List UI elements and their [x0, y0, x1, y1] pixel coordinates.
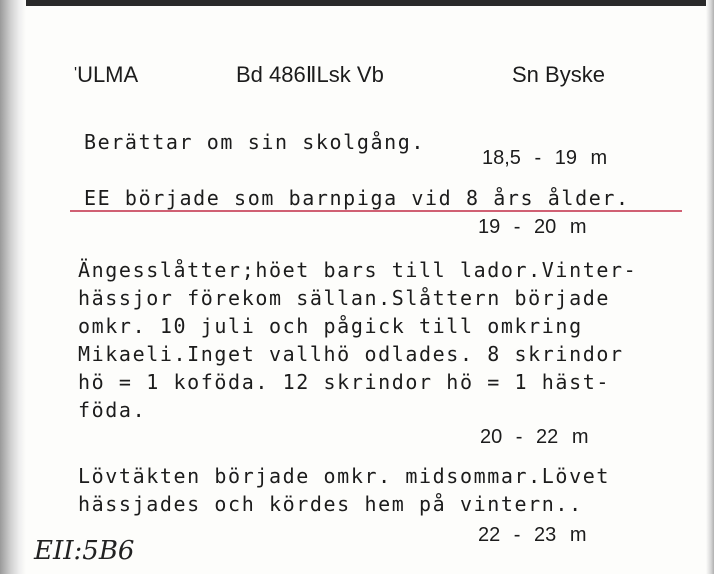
card-left-edge [0, 0, 26, 574]
entry-ref: 20 - 22 m [480, 426, 589, 448]
entry-ref: 19 - 20 m [478, 216, 587, 238]
entry-text-line: omkr. 10 juli och pågick till omkring [78, 314, 583, 338]
entry-text-line: hässjades och kördes hem på vintern.. [78, 492, 583, 516]
card-right-edge [706, 0, 714, 574]
entry-text-line: EE började som barnpiga vid 8 års ålder. [84, 186, 630, 210]
handwritten-note: EII:5B6 [34, 536, 135, 566]
red-underline [70, 210, 682, 212]
entry-text-line: Lövtäkten började omkr. midsommar.Lövet [78, 464, 610, 488]
entry-text-line: Mikaeli.Inget vallhö odlades. 8 skrindor [78, 342, 624, 366]
entry-ref: 18,5 - 19 m [482, 147, 608, 169]
header-parish: Sn Byske [512, 62, 605, 87]
entry-text-line: hässjor förekom sällan.Slåttern började [78, 286, 610, 310]
entry-text-line: hö = 1 koföda. 12 skrindor hö = 1 häst- [78, 370, 610, 394]
entry-text-line: Ängesslåtter;höet bars till lador.Vinter- [78, 258, 638, 282]
entry-ref: 22 - 23 m [478, 524, 587, 546]
header-tick: ' [74, 65, 78, 82]
card-top-edge [0, 0, 714, 6]
entry-text-line: föda. [78, 398, 147, 422]
entry-text-line: Berättar om sin skolgång. [84, 130, 426, 154]
header-code: Bd 486ⅡLsk Vb [236, 62, 384, 87]
header-name: ULMA [77, 62, 139, 87]
